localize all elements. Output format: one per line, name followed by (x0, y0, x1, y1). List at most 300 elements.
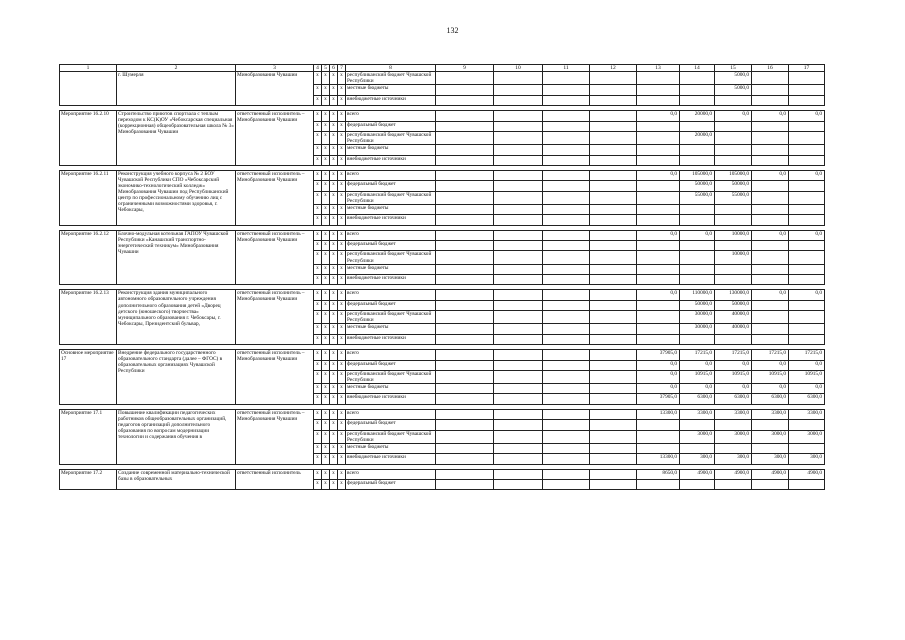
empty-year-cell (543, 170, 590, 180)
empty-year-cell (436, 409, 494, 419)
funding-source-cell: всего (346, 170, 436, 180)
code-mark-cell: x (314, 230, 322, 240)
funding-source-cell: всего (346, 230, 436, 240)
amount-cell-17 (789, 264, 825, 274)
code-mark-cell: x (322, 479, 330, 489)
amount-cell-17 (789, 72, 825, 85)
empty-year-cell (436, 324, 494, 334)
code-mark-cell: x (314, 420, 322, 430)
amount-cell-14 (680, 215, 715, 225)
empty-year-cell (590, 111, 637, 121)
amount-cell-15: 0,0 (715, 111, 752, 121)
code-mark-cell: x (314, 350, 322, 360)
code-mark-cell: x (338, 409, 346, 419)
code-mark-cell: x (314, 454, 322, 464)
code-mark-cell: x (322, 443, 330, 453)
amount-cell-14: 0,0 (680, 360, 715, 370)
code-mark-cell: x (330, 230, 338, 240)
amount-cell-15: 55000,0 (715, 191, 752, 204)
empty-year-cell (590, 251, 637, 264)
amount-cell-15: 105000,0 (715, 170, 752, 180)
funding-source-cell: федеральный бюджет (346, 420, 436, 430)
funding-source-cell: местные бюджеты (346, 204, 436, 214)
code-mark-cell: x (314, 251, 322, 264)
code-mark-cell: x (322, 324, 330, 334)
amount-cell-13 (637, 215, 680, 225)
executor-cell: ответственный исполнитель – Минобразования Чувашии (236, 409, 314, 464)
amount-cell-17 (789, 420, 825, 430)
empty-year-cell (590, 430, 637, 443)
amount-cell-17 (789, 334, 825, 344)
code-mark-cell: x (314, 334, 322, 344)
table-row (60, 350, 825, 360)
amount-cell-13: 0,0 (637, 384, 680, 394)
funding-source-cell: федеральный бюджет (346, 479, 436, 489)
empty-year-cell (436, 132, 494, 145)
amount-cell-15: 0,0 (715, 360, 752, 370)
amount-cell-14: 4900,0 (680, 469, 715, 479)
funding-source-cell: всего (346, 469, 436, 479)
amount-cell-17 (789, 251, 825, 264)
funding-source-cell: внебюджетные источники (346, 454, 436, 464)
funding-source-cell: внебюджетные источники (346, 275, 436, 285)
header-cell-1: 1 (60, 65, 117, 72)
amount-cell-15: 4900,0 (715, 469, 752, 479)
amount-cell-17: 0,0 (789, 230, 825, 240)
funding-source-cell: внебюджетные источники (346, 215, 436, 225)
amount-cell-17: 0,0 (789, 170, 825, 180)
empty-year-cell (494, 251, 543, 264)
header-cell-3: 3 (236, 65, 314, 72)
code-mark-cell: x (330, 290, 338, 300)
code-mark-cell: x (330, 469, 338, 479)
empty-year-cell (590, 469, 637, 479)
code-mark-cell: x (338, 311, 346, 324)
amount-cell-15: 300,0 (715, 454, 752, 464)
code-mark-cell: x (330, 251, 338, 264)
table-row (60, 290, 825, 300)
amount-cell-13 (637, 95, 680, 105)
header-cell-12: 12 (590, 65, 637, 72)
code-mark-cell: x (330, 85, 338, 95)
code-mark-cell: x (338, 430, 346, 443)
executor-cell: ответственный исполнитель – Минобразования Чувашии (236, 350, 314, 405)
table-row (60, 230, 825, 240)
amount-cell-16 (752, 95, 789, 105)
amount-cell-15: 0,0 (715, 384, 752, 394)
code-mark-cell: x (322, 132, 330, 145)
amount-cell-14: 10915,0 (680, 370, 715, 383)
measure-id-cell: Основное мероприятие 17 (60, 350, 117, 405)
code-mark-cell: x (338, 230, 346, 240)
empty-year-cell (590, 121, 637, 131)
amount-cell-15 (715, 334, 752, 344)
code-mark-cell: x (322, 430, 330, 443)
amount-cell-14 (680, 334, 715, 344)
amount-cell-15 (715, 241, 752, 251)
code-mark-cell: x (314, 121, 322, 131)
code-mark-cell: x (330, 409, 338, 419)
code-mark-cell: x (322, 251, 330, 264)
empty-year-cell (436, 145, 494, 155)
empty-year-cell (436, 204, 494, 214)
code-mark-cell: x (338, 204, 346, 214)
empty-year-cell (494, 324, 543, 334)
empty-year-cell (543, 420, 590, 430)
empty-year-cell (436, 95, 494, 105)
amount-cell-16 (752, 300, 789, 310)
code-mark-cell: x (338, 72, 346, 85)
amount-cell-17: 10915,0 (789, 370, 825, 383)
empty-year-cell (543, 334, 590, 344)
code-mark-cell: x (338, 394, 346, 404)
code-mark-cell: x (338, 454, 346, 464)
amount-cell-13 (637, 334, 680, 344)
amount-cell-14: 300,0 (680, 454, 715, 464)
amount-cell-14: 3000,0 (680, 430, 715, 443)
measure-id-cell: Мероприятие 17.2 (60, 469, 117, 490)
empty-year-cell (590, 290, 637, 300)
empty-year-cell (590, 370, 637, 383)
empty-year-cell (590, 85, 637, 95)
code-mark-cell: x (314, 155, 322, 165)
code-mark-cell: x (330, 264, 338, 274)
amount-cell-15 (715, 121, 752, 131)
funding-source-cell: федеральный бюджет (346, 121, 436, 131)
measure-id-cell (60, 72, 117, 106)
empty-year-cell (494, 360, 543, 370)
empty-year-cell (543, 132, 590, 145)
empty-year-cell (543, 215, 590, 225)
code-mark-cell: x (314, 290, 322, 300)
empty-year-cell (436, 430, 494, 443)
amount-cell-14 (680, 121, 715, 131)
amount-cell-14 (680, 155, 715, 165)
code-mark-cell: x (322, 181, 330, 191)
amount-cell-13: 37905,0 (637, 350, 680, 360)
amount-cell-13 (637, 443, 680, 453)
amount-cell-17: 0,0 (789, 111, 825, 121)
funding-source-cell: республиканский бюджет Чувашской Республики (346, 370, 436, 383)
code-mark-cell: x (338, 155, 346, 165)
amount-cell-16 (752, 241, 789, 251)
amount-cell-14: 50000,0 (680, 300, 715, 310)
empty-year-cell (590, 384, 637, 394)
amount-cell-14: 50000,0 (680, 181, 715, 191)
empty-year-cell (590, 311, 637, 324)
empty-year-cell (494, 111, 543, 121)
amount-cell-14 (680, 479, 715, 489)
amount-cell-16 (752, 191, 789, 204)
empty-year-cell (543, 85, 590, 95)
amount-cell-17 (789, 95, 825, 105)
code-mark-cell: x (314, 409, 322, 419)
empty-year-cell (543, 121, 590, 131)
empty-year-cell (543, 311, 590, 324)
code-mark-cell: x (330, 181, 338, 191)
empty-year-cell (543, 443, 590, 453)
empty-year-cell (494, 469, 543, 479)
amount-cell-15: 10000,0 (715, 230, 752, 240)
empty-year-cell (494, 85, 543, 95)
code-mark-cell: x (314, 360, 322, 370)
empty-year-cell (543, 324, 590, 334)
empty-year-cell (543, 479, 590, 489)
code-mark-cell: x (322, 155, 330, 165)
code-mark-cell: x (338, 384, 346, 394)
code-mark-cell: x (338, 132, 346, 145)
code-mark-cell: x (330, 145, 338, 155)
empty-year-cell (494, 454, 543, 464)
code-mark-cell: x (322, 95, 330, 105)
code-mark-cell: x (314, 181, 322, 191)
amount-cell-15 (715, 420, 752, 430)
code-mark-cell: x (314, 430, 322, 443)
code-mark-cell: x (314, 384, 322, 394)
amount-cell-15: 50000,0 (715, 181, 752, 191)
empty-year-cell (436, 275, 494, 285)
amount-cell-14: 30000,0 (680, 324, 715, 334)
amount-cell-15 (715, 479, 752, 489)
empty-year-cell (494, 145, 543, 155)
amount-cell-17: 6300,0 (789, 394, 825, 404)
amount-cell-13 (637, 72, 680, 85)
code-mark-cell: x (330, 350, 338, 360)
empty-year-cell (543, 350, 590, 360)
amount-cell-14: 110000,0 (680, 290, 715, 300)
empty-year-cell (494, 132, 543, 145)
measure-title-cell: г. Шумерля (117, 72, 236, 106)
empty-year-cell (543, 204, 590, 214)
code-mark-cell: x (314, 132, 322, 145)
amount-cell-16 (752, 334, 789, 344)
amount-cell-13 (637, 479, 680, 489)
empty-year-cell (543, 95, 590, 105)
empty-year-cell (543, 181, 590, 191)
empty-year-cell (543, 300, 590, 310)
amount-cell-16 (752, 121, 789, 131)
amount-cell-15 (715, 132, 752, 145)
header-cell-9: 9 (436, 65, 494, 72)
amount-cell-14 (680, 95, 715, 105)
empty-year-cell (590, 132, 637, 145)
code-mark-cell: x (330, 370, 338, 383)
amount-cell-14 (680, 85, 715, 95)
amount-cell-17 (789, 132, 825, 145)
empty-year-cell (590, 454, 637, 464)
code-mark-cell: x (322, 241, 330, 251)
funding-source-cell: всего (346, 350, 436, 360)
code-mark-cell: x (314, 191, 322, 204)
header-cell-10: 10 (494, 65, 543, 72)
code-mark-cell: x (338, 111, 346, 121)
amount-cell-14: 105000,0 (680, 170, 715, 180)
empty-year-cell (494, 430, 543, 443)
funding-source-cell: республиканский бюджет Чувашской Республики (346, 311, 436, 324)
amount-cell-13: 0,0 (637, 111, 680, 121)
amount-cell-16: 0,0 (752, 360, 789, 370)
funding-source-cell: федеральный бюджет (346, 241, 436, 251)
amount-cell-17 (789, 443, 825, 453)
empty-year-cell (436, 394, 494, 404)
empty-year-cell (590, 72, 637, 85)
code-mark-cell: x (322, 72, 330, 85)
amount-cell-16 (752, 132, 789, 145)
amount-cell-14 (680, 420, 715, 430)
empty-year-cell (590, 324, 637, 334)
measure-title-cell: Блочно-модульная котельная ГАПОУ Чувашской Республики «Канашский транспортно-энергетический техникум» Минобразования Чувашии (117, 230, 236, 285)
empty-year-cell (494, 191, 543, 204)
code-mark-cell: x (330, 311, 338, 324)
amount-cell-15: 17215,0 (715, 350, 752, 360)
empty-year-cell (543, 360, 590, 370)
empty-year-cell (494, 394, 543, 404)
empty-year-cell (436, 420, 494, 430)
amount-cell-16: 10915,0 (752, 370, 789, 383)
amount-cell-14 (680, 251, 715, 264)
measure-id-cell: Мероприятие 16.2.13 (60, 290, 117, 345)
empty-year-cell (436, 469, 494, 479)
funding-source-cell: местные бюджеты (346, 384, 436, 394)
funding-source-cell: местные бюджеты (346, 145, 436, 155)
code-mark-cell: x (330, 394, 338, 404)
empty-year-cell (436, 334, 494, 344)
empty-year-cell (494, 121, 543, 131)
code-mark-cell: x (322, 384, 330, 394)
amount-cell-16 (752, 251, 789, 264)
code-mark-cell: x (314, 479, 322, 489)
empty-year-cell (543, 454, 590, 464)
code-mark-cell: x (330, 334, 338, 344)
empty-year-cell (543, 145, 590, 155)
amount-cell-16 (752, 145, 789, 155)
code-mark-cell: x (322, 121, 330, 131)
amount-cell-15: 5000,0 (715, 85, 752, 95)
empty-year-cell (436, 191, 494, 204)
empty-year-cell (494, 275, 543, 285)
amount-cell-17 (789, 181, 825, 191)
executor-cell: ответственный исполнитель – Минобразования Чувашии (236, 111, 314, 166)
amount-cell-14: 17215,0 (680, 350, 715, 360)
funding-source-cell: внебюджетные источники (346, 95, 436, 105)
amount-cell-15: 10000,0 (715, 251, 752, 264)
header-cell-4: 4 (314, 65, 322, 72)
amount-cell-13 (637, 181, 680, 191)
amount-cell-17: 17215,0 (789, 350, 825, 360)
empty-year-cell (590, 300, 637, 310)
empty-year-cell (494, 443, 543, 453)
empty-year-cell (436, 111, 494, 121)
amount-cell-13 (637, 311, 680, 324)
amount-cell-16: 4900,0 (752, 469, 789, 479)
empty-year-cell (494, 170, 543, 180)
empty-year-cell (494, 241, 543, 251)
code-mark-cell: x (314, 443, 322, 453)
code-mark-cell: x (314, 469, 322, 479)
funding-source-cell: республиканский бюджет Чувашской Республики (346, 72, 436, 85)
executor-cell: ответственный исполнитель (236, 469, 314, 490)
table-body (60, 65, 825, 490)
code-mark-cell: x (338, 215, 346, 225)
empty-year-cell (543, 290, 590, 300)
amount-cell-16: 3300,0 (752, 409, 789, 419)
code-mark-cell: x (338, 145, 346, 155)
table-row (60, 409, 825, 419)
empty-year-cell (543, 155, 590, 165)
empty-year-cell (494, 409, 543, 419)
code-mark-cell: x (338, 420, 346, 430)
code-mark-cell: x (322, 370, 330, 383)
amount-cell-14: 3300,0 (680, 409, 715, 419)
amount-cell-15 (715, 204, 752, 214)
code-mark-cell: x (322, 215, 330, 225)
empty-year-cell (494, 95, 543, 105)
empty-year-cell (436, 215, 494, 225)
amount-cell-16 (752, 85, 789, 95)
code-mark-cell: x (338, 370, 346, 383)
header-cell-13: 13 (637, 65, 680, 72)
empty-year-cell (494, 370, 543, 383)
header-cell-15: 15 (715, 65, 752, 72)
measure-title-cell: Повышение квалификации педагогических работников общеобразовательных организаций, педагогов организаций дополнительного образования по вопросам модернизации технологии и содержания обучения в (117, 409, 236, 464)
page-number: 132 (446, 26, 459, 35)
amount-cell-15 (715, 215, 752, 225)
amount-cell-15: 130000,0 (715, 290, 752, 300)
code-mark-cell: x (314, 215, 322, 225)
empty-year-cell (590, 443, 637, 453)
table-row (60, 469, 825, 479)
measure-id-cell: Мероприятие 17.1 (60, 409, 117, 464)
measure-title-cell: Строительство приютов спортзала с теплым переходом к КС(К)ОУ «Чебоксарская специальная (коррекционная) общеобразовательная школа № 3» Минобразования Чувашии (117, 111, 236, 166)
funding-source-cell: республиканский бюджет Чувашской Республики (346, 132, 436, 145)
code-mark-cell: x (314, 72, 322, 85)
empty-year-cell (543, 370, 590, 383)
code-mark-cell: x (338, 121, 346, 131)
code-mark-cell: x (338, 251, 346, 264)
code-mark-cell: x (330, 170, 338, 180)
code-mark-cell: x (330, 155, 338, 165)
code-mark-cell: x (322, 360, 330, 370)
amount-cell-16: 3000,0 (752, 430, 789, 443)
amount-cell-17 (789, 324, 825, 334)
code-mark-cell: x (330, 324, 338, 334)
code-mark-cell: x (330, 300, 338, 310)
code-mark-cell: x (330, 241, 338, 251)
empty-year-cell (590, 155, 637, 165)
empty-year-cell (494, 230, 543, 240)
code-mark-cell: x (330, 443, 338, 453)
measure-id-cell: Мероприятие 16.2.11 (60, 170, 117, 225)
empty-year-cell (590, 479, 637, 489)
executor-cell: ответственный исполнитель – Минобразования Чувашии (236, 230, 314, 285)
header-cell-14: 14 (680, 65, 715, 72)
code-mark-cell: x (330, 430, 338, 443)
amount-cell-16: 17215,0 (752, 350, 789, 360)
empty-year-cell (494, 300, 543, 310)
amount-cell-15 (715, 145, 752, 155)
empty-year-cell (543, 275, 590, 285)
funding-source-cell: федеральный бюджет (346, 360, 436, 370)
code-mark-cell: x (330, 384, 338, 394)
code-mark-cell: x (322, 290, 330, 300)
empty-year-cell (590, 264, 637, 274)
code-mark-cell: x (322, 111, 330, 121)
amount-cell-16: 0,0 (752, 170, 789, 180)
amount-cell-17 (789, 191, 825, 204)
code-mark-cell: x (322, 350, 330, 360)
empty-year-cell (494, 215, 543, 225)
amount-cell-14: 30000,0 (680, 311, 715, 324)
